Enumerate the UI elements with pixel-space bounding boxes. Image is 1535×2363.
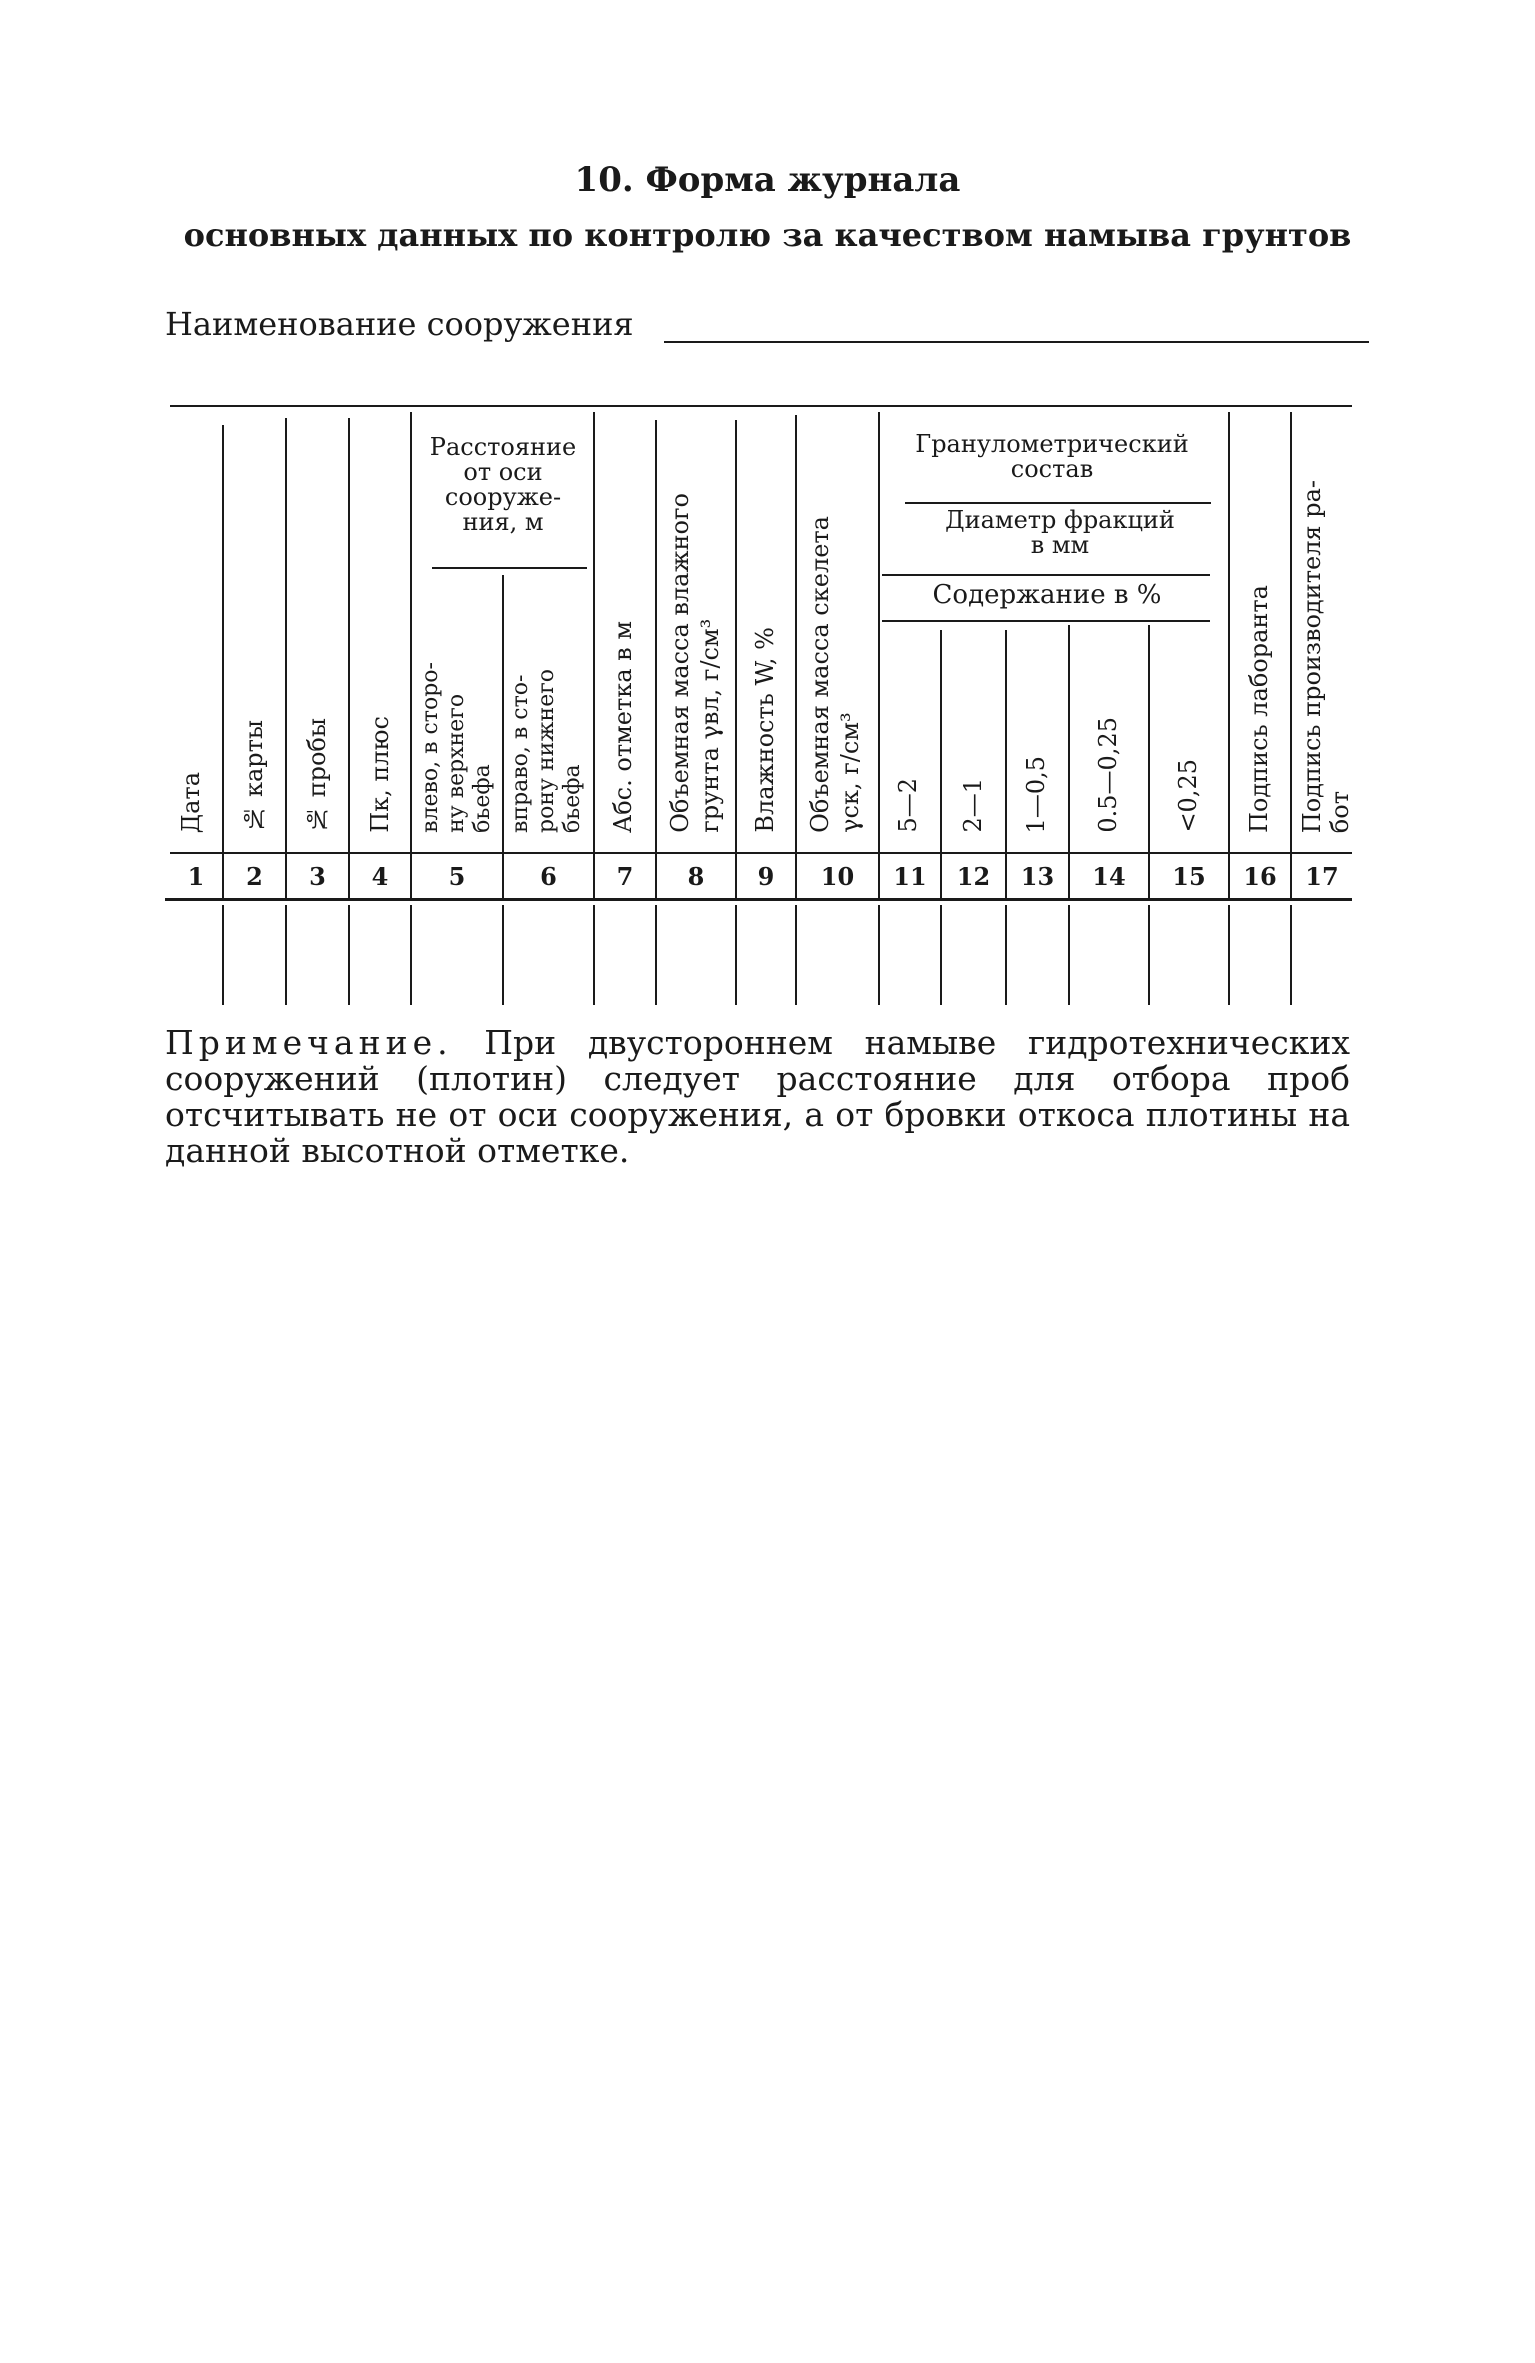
data-row-divider — [940, 905, 942, 1005]
col-divider — [940, 630, 942, 898]
col-header-lab-signature: Подпись лаборанта — [1245, 585, 1273, 833]
col-header-map-no: № карты — [240, 720, 268, 833]
col-divider — [285, 418, 287, 898]
col-number: 7 — [616, 862, 634, 891]
col-divider — [735, 420, 737, 898]
col-header-left-upstream: влево, в сторо- ну верхнего бьефа — [418, 662, 495, 833]
col-header-right-downstream: вправо, в сто- рону нижнего бьефа — [508, 669, 585, 833]
col-divider — [593, 412, 595, 898]
data-row-divider — [593, 905, 595, 1005]
col-number: 5 — [448, 862, 466, 891]
structure-name-label: Наименование сооружения — [165, 305, 634, 343]
data-row-divider — [1228, 905, 1230, 1005]
data-row-divider — [735, 905, 737, 1005]
data-row-divider — [222, 905, 224, 1005]
col-header-fraction-2-1: 2—1 — [959, 778, 987, 833]
content-top-rule — [882, 574, 1210, 576]
col-divider — [410, 412, 412, 898]
col-header-pk-plus: Пк, плюс — [366, 716, 394, 833]
col-header-date: Дата — [177, 771, 205, 833]
col-number: 4 — [371, 862, 389, 891]
diameter-group-header: Диаметр фракций в мм — [945, 506, 1175, 559]
document-title: 10. Форма журнала — [574, 160, 961, 200]
col-number: 13 — [1020, 862, 1055, 891]
content-group-header: Содержание в % — [932, 580, 1162, 610]
col-number: 9 — [757, 862, 775, 891]
data-row-divider — [1148, 905, 1150, 1005]
table-top-rule — [170, 405, 1352, 407]
col-number: 17 — [1305, 862, 1339, 891]
distance-subheader-rule — [432, 567, 587, 569]
granulometric-group-header: Гранулометрический состав — [915, 430, 1189, 483]
col-divider — [348, 418, 350, 898]
structure-name-row — [165, 305, 1369, 343]
data-row-divider — [1290, 905, 1292, 1005]
data-row-divider — [1068, 905, 1070, 1005]
col-divider — [1290, 412, 1292, 898]
col-number: 12 — [956, 862, 991, 891]
col-header-moisture: Влажность W, % — [751, 627, 779, 833]
col-header-fraction-5-2: 5—2 — [894, 778, 922, 833]
data-row-divider — [878, 905, 880, 1005]
data-row-divider — [410, 905, 412, 1005]
col-number: 15 — [1172, 862, 1206, 891]
col-number: 14 — [1092, 862, 1126, 891]
col-header-works-signature: Подпись производителя ра- бот — [1298, 479, 1354, 833]
distance-group-header: Расстояние от оси сооруже- ния, м — [429, 433, 577, 536]
structure-name-blank — [664, 311, 1369, 343]
data-row-divider — [1005, 905, 1007, 1005]
data-row-divider — [285, 905, 287, 1005]
col-divider — [1148, 625, 1150, 898]
col-divider — [878, 412, 880, 898]
data-row-divider — [502, 905, 504, 1005]
col-number: 2 — [246, 862, 263, 891]
col-number: 8 — [687, 862, 705, 891]
col-number: 11 — [893, 862, 927, 891]
number-row-bottom-rule — [165, 898, 1352, 901]
col-header-sample-no: № пробы — [303, 718, 331, 833]
col-header-fraction-05-025: 0.5—0,25 — [1094, 717, 1122, 833]
col-number: 1 — [187, 862, 205, 891]
col-number: 10 — [820, 862, 855, 891]
col-number: 16 — [1243, 862, 1277, 891]
note-prefix: Примечание. — [165, 1023, 453, 1062]
col-divider — [1005, 630, 1007, 898]
diameter-rule — [905, 502, 1211, 504]
document-subtitle: основных данных по контролю за качеством намыва грунтов — [183, 216, 1352, 254]
col-number: 6 — [540, 862, 557, 891]
col-header-fraction-1-05: 1—0,5 — [1022, 755, 1050, 833]
col-divider — [222, 425, 224, 898]
col-header-abs-mark: Абс. отметка в м — [609, 621, 637, 833]
col-divider — [1228, 412, 1230, 898]
col-divider — [655, 420, 657, 898]
note-text: При двустороннем намыве гидротехнических сооружений (плотин) следует расстояние для отбора проб отсчитывать не от оси сооружения, а от бровки откоса плотины на данной высотной отметке. — [165, 1023, 1350, 1170]
data-row-divider — [655, 905, 657, 1005]
note-paragraph — [165, 1025, 1350, 1169]
col-number: 3 — [309, 862, 326, 891]
col-header-skeleton-density: Объемная масса скелета γск, г/см³ — [806, 516, 864, 833]
col-header-wet-density: Объемная масса влажного грунта γвл, г/см³ — [666, 493, 724, 833]
data-row-divider — [348, 905, 350, 1005]
col-divider — [1068, 625, 1070, 898]
data-row-divider — [795, 905, 797, 1005]
col-divider — [502, 575, 504, 898]
col-header-fraction-lt-025: <0,25 — [1174, 759, 1202, 833]
content-bottom-rule — [882, 620, 1210, 622]
col-divider — [795, 415, 797, 898]
